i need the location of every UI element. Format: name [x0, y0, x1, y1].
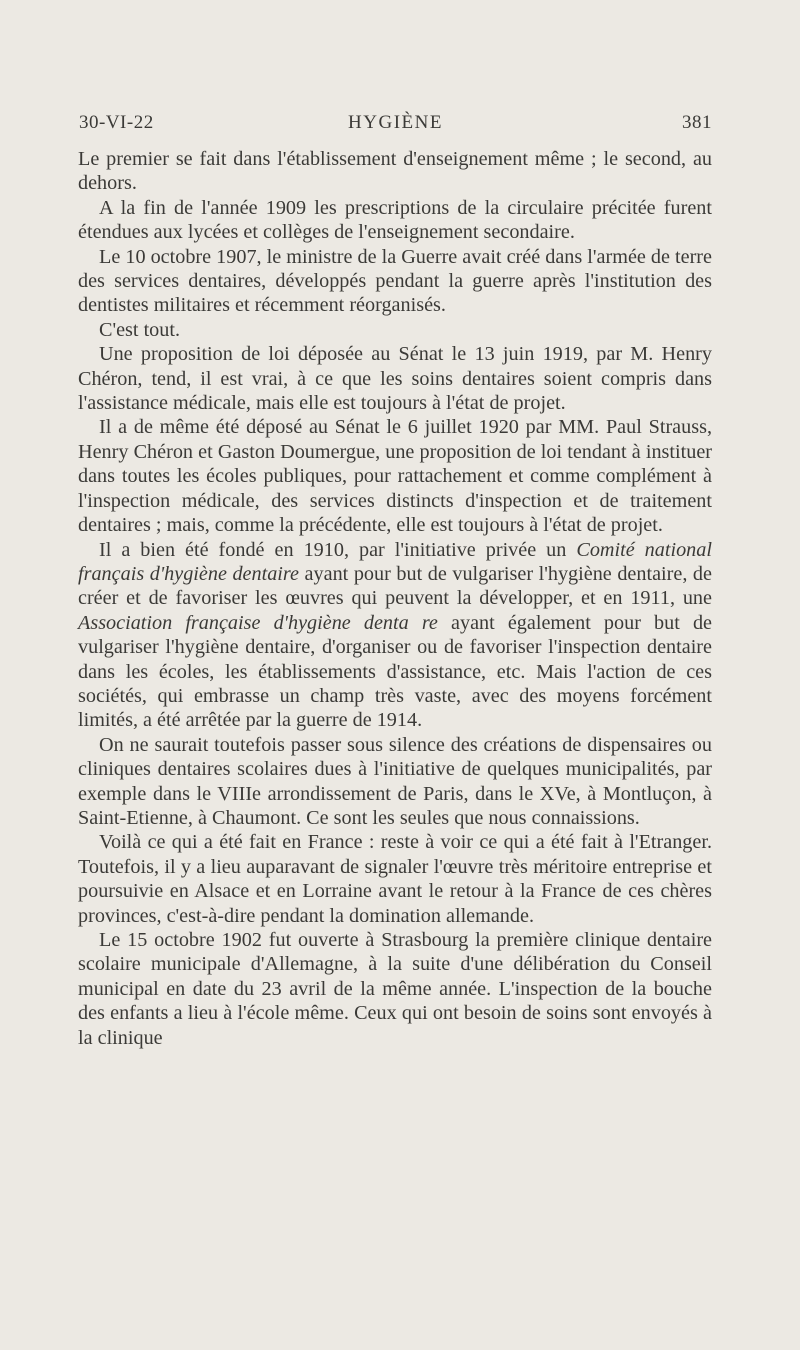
paragraph [78, 147, 712, 196]
text-run: A la fin de l'année 1909 les prescriptions de la circulaire précitée furent étendues aux lycées et collèges de l'enseignement secondaire. [78, 196, 712, 244]
running-header [79, 112, 712, 142]
paragraph [78, 342, 712, 415]
header-title: HYGIÈNE [348, 112, 443, 133]
text-run: Le premier se fait dans l'établissement d'enseignement même ; le second, au dehors. [78, 148, 712, 195]
paragraph [78, 318, 712, 342]
italic-run: Comité national français d'hygiène dentaire [78, 538, 712, 585]
header-date: 30-VI-22 [79, 112, 154, 133]
text-run: Le 10 octobre 1907, le ministre de la Guerre avait créé dans l'armée de terre des services dentaires, développés pendant la guerre après l'institution des dentistes militaires et récemment réorganisés. [78, 245, 712, 317]
text-run: ayant également pour but de vulgariser l'hygiène dentaire, d'organiser ou de favoriser l'inspection dentaire dans les écoles, les établissements d'assistance, etc. Mais l'action de ces sociétés, qui embrasse un champ très vaste, avec des moyens forcément limités, a été arrêtée par la guerre de 1914. [78, 611, 712, 732]
text-run: Voilà ce qui a été fait en France : reste à voir ce qui a été fait à l'Etranger. Toutefois, il y a lieu auparavant de signaler l'œuvre très méritoire entreprise et poursuivie en Alsace et en Lorraine avant le retour à la France de ces chères provinces, c'est-à-dire pendant la domination allemande. [78, 831, 712, 927]
text-run: On ne saurait toutefois passer sous silence des créations de dispensaires ou cliniques dentaires scolaires dues à l'initiative de quelques municipalités, par exemple dans le VIIIe arrondissement de Paris, dans le XVe, à Montluçon, à Saint-Etienne, à Chaumont. Ce sont les seules que nous connaissions. [78, 733, 712, 829]
text-run: Il a de même été déposé au Sénat le 6 juillet 1920 par MM. Paul Strauss, Henry Chéron et Gaston Doumergue, une proposition de loi tendant à instituer dans toutes les écoles publiques, pour rattachement et comme complément à l'inspection médicale, des services distincts d'inspection et de traitement dentaires ; mais, comme la précédente, elle est toujours à l'état de projet. [78, 416, 712, 537]
body-text [78, 147, 712, 1050]
text-run: Une proposition de loi déposée au Sénat le 13 juin 1919, par M. Henry Chéron, tend, il est vrai, à ce que les soins dentaires soient compris dans l'assistance médicale, mais elle est toujours à l'état de projet. [78, 343, 712, 415]
paragraph [78, 830, 712, 928]
text-run: Il a bien été fondé en 1910, par l'initiative privée un [99, 538, 577, 561]
text-run: ayant pour but de vulgariser l'hygiène dentaire, de créer et de favoriser les œuvres qui peuvent la développer, et en 1911, une [78, 562, 712, 610]
italic-run: Association française d'hygiène denta re [78, 611, 438, 634]
page-number: 381 [682, 112, 712, 133]
text-run: Le 15 octobre 1902 fut ouverte à Strasbourg la première clinique dentaire scolaire municipale d'Allemagne, à la suite d'une délibération du Conseil municipal en date du 23 avril de la même année. L'inspection de la bouche des enfants a lieu à l'école même. Ceux qui ont besoin de soins sont envoyés à la clinique [78, 929, 712, 1049]
paragraph [78, 538, 712, 733]
paragraph [78, 928, 712, 1050]
text-run: C'est tout. [99, 318, 181, 341]
paragraph [78, 415, 712, 537]
paragraph [78, 733, 712, 831]
paragraph [78, 196, 712, 245]
paragraph [78, 245, 712, 318]
